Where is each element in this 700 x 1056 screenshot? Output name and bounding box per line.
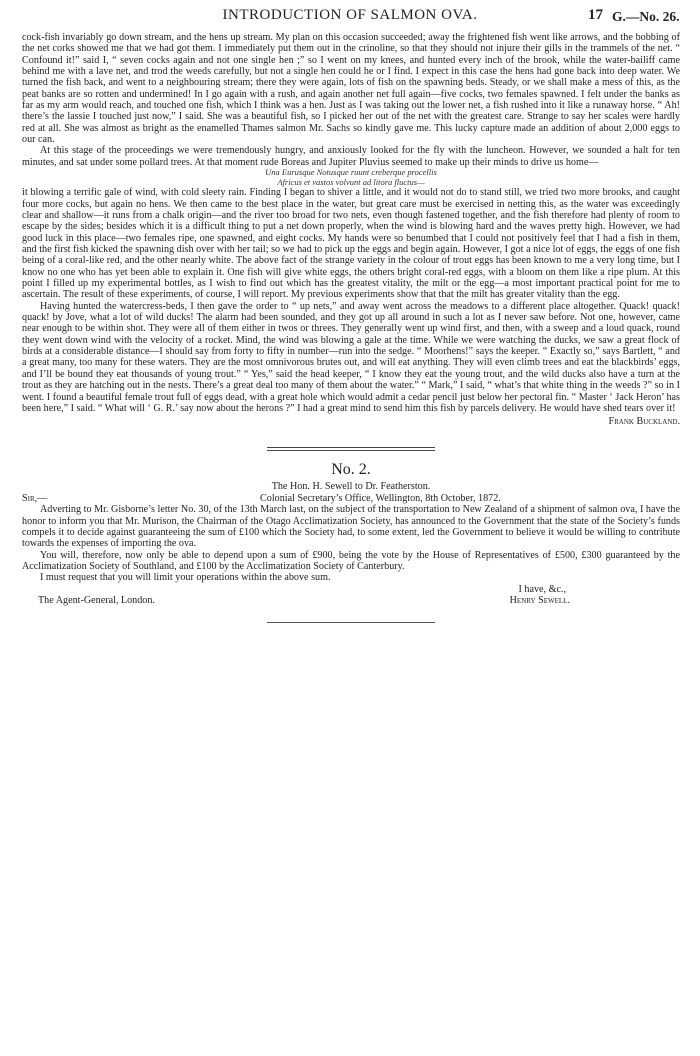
latin-quotation <box>22 168 680 187</box>
quotation-line-2: Africus et vastos volvunt ad litora fluctus— <box>277 176 425 187</box>
page-body <box>22 32 680 623</box>
article-signature: Frank Buckland. <box>608 416 680 428</box>
letter-address-line <box>22 493 680 504</box>
letter-salutation: Sir,— <box>22 492 48 504</box>
article-paragraph-2: At this stage of the proceedings we were tremendously hungry, and anxiously looked for the fly with the luncheon. However, we sounded a halt for ten minutes, and sat under some pollard trees. At that moment rude Boreas and Jupiter Pluvius seemed to make up their minds to drive us home— <box>22 145 680 168</box>
letter-closing-row <box>22 584 680 595</box>
letter-signature-row <box>22 595 680 606</box>
letter-paragraph-3: I must request that you will limit your operations within the above sum. <box>40 572 331 584</box>
document-reference: G.—No. 26. <box>612 9 680 24</box>
page-number: 17 <box>588 7 603 23</box>
letter-heading: The Hon. H. Sewell to Dr. Featherston. <box>271 480 431 492</box>
page-header <box>0 8 700 32</box>
letter-paragraph-2: You will, therefore, now only be able to depend upon a sum of £900, being the vote by the House of Representatives of £500, £300 guaranteed by the Acclimatization Society of Southland, and £100 by the Acclimatization Society of Canterbury. <box>22 549 680 572</box>
running-title: INTRODUCTION OF SALMON OVA. <box>222 7 478 23</box>
article-paragraph-4: Having hunted the watercress-beds, I then gave the order to “ up nets,” and away went across the meadows to a different place altogether. Quack! quack! quack! by Jove, what a lot of wild ducks! The alarm had been sounded, and they got up all around in such a lot as I never saw before. Not one, however, came near enough to be within shot. They were all of them either in twos or threes. They generally went up wind first, and then, with a sweep and a loud quack, round they went down wind with the velocity of a rocket. Mind, the wind was blowing a gale at the time. While we were watching the ducks, we saw a great flock of birds at a considerable distance—I should say from forty to fifty in number—run into the sedge. “ Moorhens!” says the keeper. “ Exactly so,” says Bartlett, “ and a great many, too many for these waters. They are the most omnivorous brutes out, and will eat anything. They will even climb trees and eat the blackbirds’ eggs, and I’ll be bound they eat thousands of young trout.” “ Yes,” said the head keeper, “ I know they eat the young trout, and the wild ducks also have a turn at the trout as they are hatching out in the nests. There’s a great deal too many of them about the water.” “ Mark,” I said, “ what’s that white thing in the weeds ?” so in I went. I found a beautiful female trout full of eggs dead, with a great hole which would admit a cedar pencil just below her pectoral fin. “ Master ‘ Jack Heron’ has been here,” I said. “ What will ‘ G. R.’ say now about the herons ?” I had a great mind to send him this fish by parcels delivery. He would have shed tears over it! <box>22 300 680 414</box>
article-paragraph-1: cock-fish invariably go down stream, and the hens up stream. My plan on this occasion succeeded; away the frightened fish went like arrows, and the bobbing of the net corks showed me that we had got them. I immediately put them out in the crinoline, so that they should not injure their gills in the trammels of the net. “ Confound it!” said I, “ seven cocks again and not one single hen ;” so I went on my knees, and hunted every inch of the brook, while the water-bailiff came behind me with a lave net, and trod the weeds carefully, but not a single hen could he or I find. I expect in this case the hens had gone back into deep water. We turned the fish back, and went to a neighbouring stream; there they were again, lots of fish on the spawning beds. Steady, or we shall make a mess of this, as the peat banks are so rotten and undermined! In I go again with a rush, and again another net full again—five cocks, two females spawned. I felt under the banks as far as my arm would reach, and touched one fish, which I think was a hen. Just as I was taking out the lower net, a fish rushed into it like a runaway horse. “ Ah! there’s the lassie I touched just now,” I said. She was a beautiful fish, so I picked her out of the net with the greatest care. Strange to say her scales were hardly red at all. She was almost as bright as the enamelled Thames salmon Mr. Sachs so kindly gave me. This lucky capture made an addition of about 2,000 eggs to our can. <box>22 32 680 146</box>
quotation-line-1: Una Eurusque Notusque ruunt creberque procellis <box>265 167 437 178</box>
bottom-divider <box>267 622 435 623</box>
article-paragraph-3: it blowing a terrific gale of wind, with cold sleety rain. Finding I began to shiver a little, and it would not do to stand still, we tried two more brooks, and caught four more cocks, but again no hens. We then came to the best place in the water, but great care must be exercised in netting this, as the water was exceedingly clear and shallow—it runs from a chalk origin—and the river too broad for two nets, even though fastened together, and the fish therefore had plenty of room to escape by the sides; besides which it is a difficult thing to put a net down properly, when the wind is blowing hard and the waves pretty high. However, we had good luck in this place—two females ripe, one spawned, and eight cocks. My hands were so benumbed that I could not positively feel that I had a fish in them, and the first fish kicked the spawning dish over with her tail; so we had to pick up the eggs and begin again. However, I got a nice lot of eggs, the eggs of one fish being of a coral-like red, and the other nearly white. The above fact of the strange variety in the colour of trout eggs has been known to me a very long time, but I know no one who has yet been able to explain it. One fish will give white eggs, the others bright coral-red eggs, with a bloom on them like a ripe plum. At this point I filled up my experimental bottles, as I wish to find out which has the greatest vitality, the milt or the egg—a most important practical point for me to ascertain. The result of these experiments, of course, I will report. My previous experiments show that that the milt has greater vitality than the egg. <box>22 187 680 301</box>
letter-closing: I have, &c., <box>518 583 566 595</box>
letter-office-date: Colonial Secretary’s Office, Wellington, 8th October, 1872. <box>260 492 501 504</box>
section-divider <box>267 447 435 451</box>
letter-paragraph-1: Adverting to Mr. Gisborne’s letter No. 30, of the 13th March last, on the subject of the transportation to New Zealand of a shipment of salmon ova, I have the honor to inform you that Mr. Murison, the Chairman of the Otago Acclimatization Society, has announced to the Government that the state of the Society’s funds compels it to decide against guaranteeing the sum of £100 which the Society had, to some extent, led the Government to believe it would be willing to contribute towards the expenses of importing the ova. <box>22 504 680 550</box>
letter-addressee: The Agent-General, London. <box>38 594 155 606</box>
letter-signer: Henry Sewell. <box>509 594 570 606</box>
letter-number: No. 2. <box>331 460 371 478</box>
